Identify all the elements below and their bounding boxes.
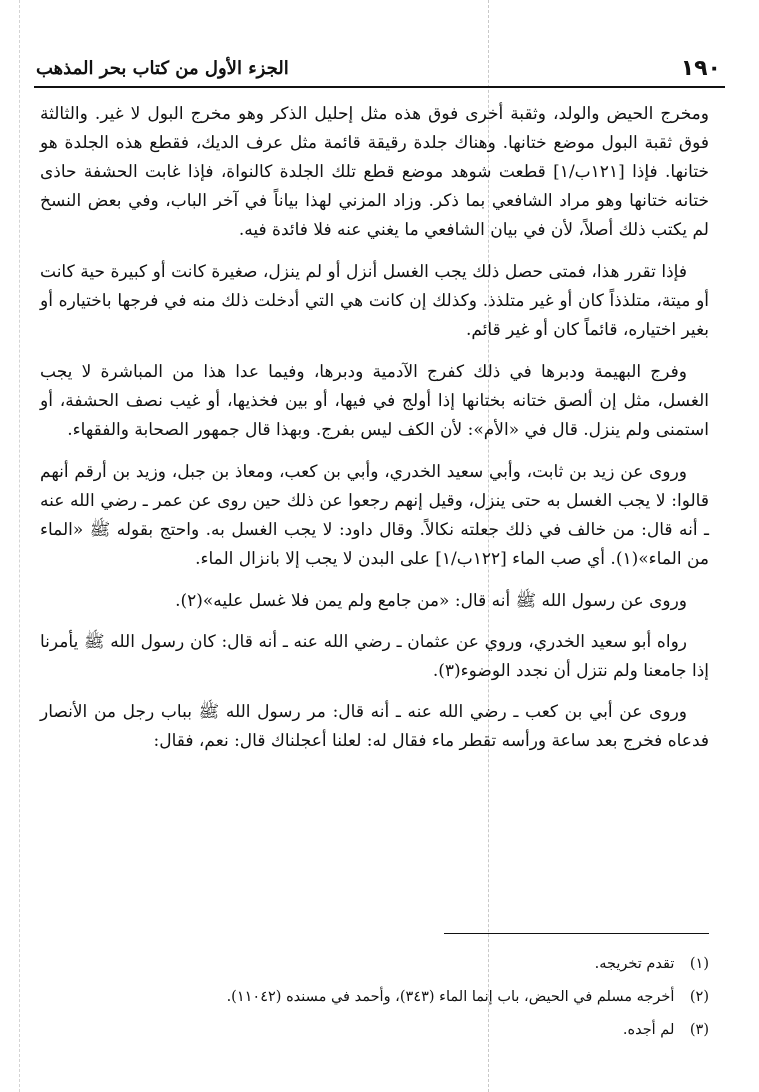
footnote <box>40 948 709 981</box>
paragraph: وروى عن زيد بن ثابت، وأبي سعيد الخدري، وأبي بن كعب، ومعاذ بن جبل، وزيد بن أرقم أنهم قالوا: لا يجب الغسل به حتى ينزل، وقيل إنهم رجعوا عن ذلك حين روى عن عمر ـ رضي الله عنه ـ أنه قال: من خالف في ذلك جعلته نكالاً. وقال داود: لا يجب الغسل به. واحتج بقوله ﷺ «الماء من الماء»(١). أي صب الماء [١٢٢ب/١] على البدن لا يجب إلا بانزال الماء. <box>40 462 709 569</box>
footnote <box>40 1014 709 1047</box>
scan-edge-line <box>19 0 20 1092</box>
paragraph: رواه أبو سعيد الخدري، وروي عن عثمان ـ رضي الله عنه ـ أنه قال: كان رسول الله ﷺ يأمرنا إذا جامعنا ولم نتزل أن نجدد الوضوء(٣). <box>40 632 709 681</box>
footnote-text: تقدم تخريجه. <box>594 956 675 972</box>
footnote-number: (١) <box>689 956 709 972</box>
paragraph: وروى عن رسول الله ﷺ أنه قال: «من جامع ولم يمن فلا غسل عليه»(٢). <box>175 591 687 611</box>
footnote-number: (٣) <box>689 1022 709 1038</box>
page-number: ١٩٠ <box>680 56 721 81</box>
paragraph: وفرج البهيمة ودبرها في ذلك كفرج الآدمية ودبرها، وفيما عدا هذا من المباشرة لا يجب الغسل، مثل إن ألصق ختانه بختانها إذا أولج في فيها، أو بين فخذيها، أو غيب نصف الحشفة، أو استمنى ولم ينزل. قال في «الأم»: لأن الكف ليس بفرج. وبهذا قال جمهور الصحابة والفقهاء. <box>40 362 709 440</box>
paragraph: ومخرج الحيض والولد، وثقبة أخرى فوق هذه مثل إحليل الذكر وهو مخرج البول لا غير. والثالثة فوق ثقبة البول موضع ختانها. وهناك جلدة رقيقة قائمة مثل عرف الديك، فقطع هذه الجلدة هو ختانها. فإذا [١٢١ب/١] قطعت شوهد موضع قطع تلك الجلدة كالنواة، فإذا غابت الحشفة حاذى ختانه ختانها وهو مراد الشافعي بما ذكر. وزاد المزني لهذا بياناً في آخر الباب، وفي بعض النسخ لم يكتب ذلك أصلاً، لأن في بيان الشافعي ما يغني عنه فلا فائدة فيه. <box>40 104 709 240</box>
page-header <box>34 52 725 88</box>
footnote-text: أخرجه مسلم في الحيض، باب إنما الماء (٣٤٣)، وأحمد في مسنده (١١٠٤٢). <box>226 989 675 1005</box>
footnote-separator <box>444 933 709 934</box>
footnote <box>40 981 709 1014</box>
main-text <box>40 100 709 769</box>
footnote-text: لم أجده. <box>622 1022 675 1038</box>
running-title: الجزء الأول من كتاب بحر المذهب <box>36 58 289 79</box>
paragraph: وروى عن أبي بن كعب ـ رضي الله عنه ـ أنه قال: مر رسول الله ﷺ بباب رجل من الأنصار فدعاه فخرج بعد ساعة ورأسه تقطر ماء فقال له: لعلنا أعجلناك قال: نعم، فقال: <box>40 702 709 751</box>
paragraph: فإذا تقرر هذا، فمتى حصل ذلك يجب الغسل أنزل أو لم ينزل، صغيرة كانت أو كبيرة حية كانت أو ميتة، متلذذاً كان أو غير متلذذ. وكذلك إن كانت هي التي أدخلت ذلك منه في فرجها باختياره أو بغير اختياره، قائماً كان أو غير قائم. <box>40 262 709 340</box>
footnote-number: (٢) <box>689 989 709 1005</box>
footnotes <box>40 948 709 1047</box>
